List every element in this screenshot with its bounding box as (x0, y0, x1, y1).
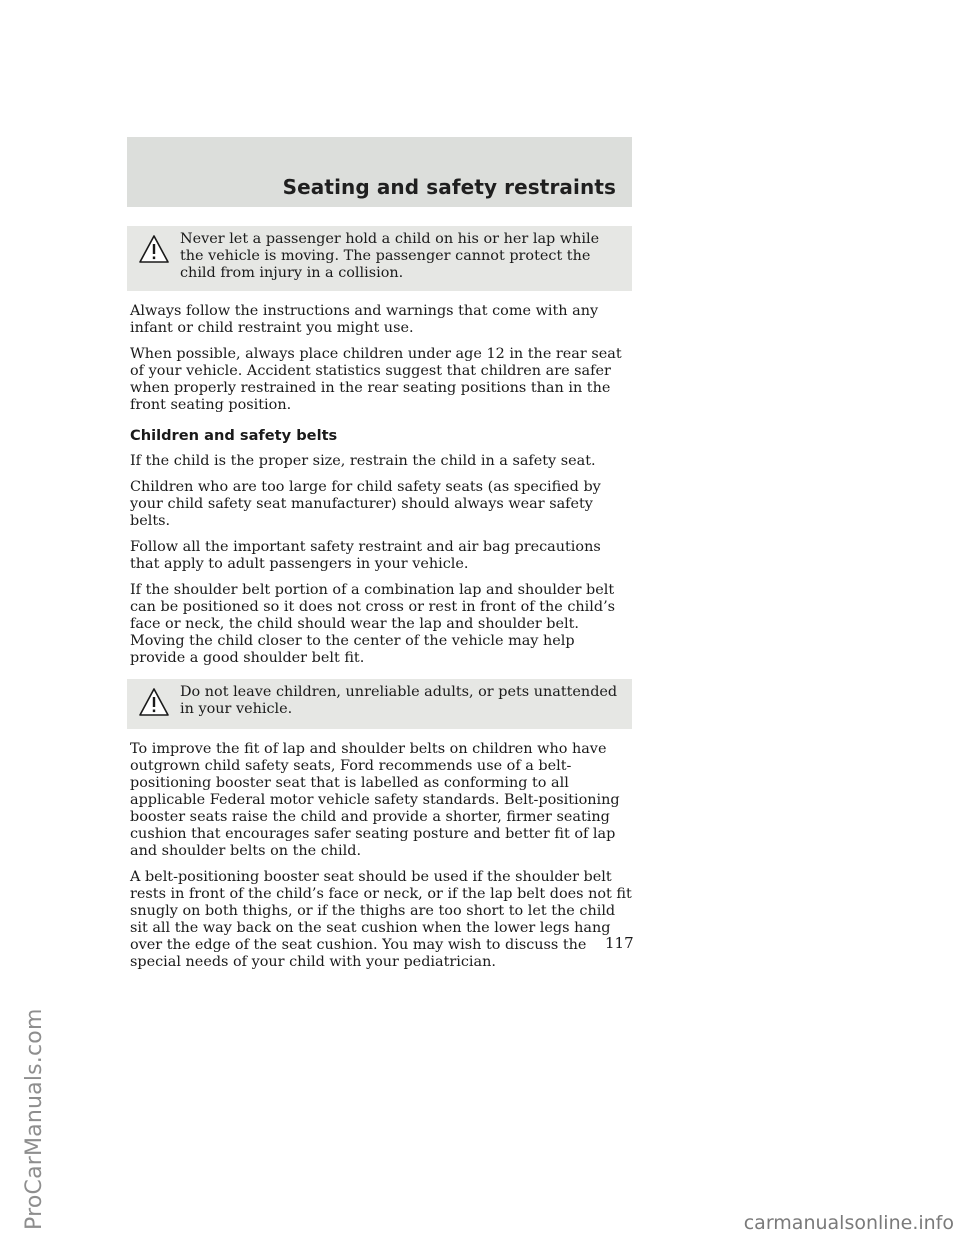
warning-text: Do not leave children, unreliable adults, or pets unattended in your vehicle. (180, 684, 618, 717)
paragraph: When possible, always place children under age 12 in the rear seat of your vehicle. Accident statistics suggest that children are safer when properly restrained in the rear seating positions than in the front seating position. (130, 346, 622, 413)
warning-box-2 (127, 679, 632, 729)
paragraph: Follow all the important safety restraint and air bag precautions that apply to adult passengers in your vehicle. (130, 539, 601, 572)
page-number: 117 (605, 934, 634, 952)
paragraph: A belt-positioning booster seat should be used if the shoulder belt rests in front of the child’s face or neck, or if the lap belt does not fit snugly on both thighs, or if the thighs are too short to let the child sit all the way back on the seat cushion when the lower legs hang over the edge of the seat cushion. You may wish to discuss the special needs of your child with your pediatrician. (130, 869, 632, 970)
warning-triangle-icon (138, 687, 170, 717)
page-content (130, 226, 632, 980)
side-watermark: ProCarManuals.com (22, 1008, 47, 1230)
paragraph: If the shoulder belt portion of a combination lap and shoulder belt can be positioned so it does not cross or rest in front of the child’s face or neck, the child should wear the lap and shoulder belt. Moving the child closer to the center of the vehicle may help provide a good shoulder belt fit. (130, 582, 616, 666)
section-heading: Children and safety belts (130, 427, 338, 444)
paragraph: Always follow the instructions and warnings that come with any infant or child restraint you might use. (130, 303, 599, 336)
warning-text: Never let a passenger hold a child on his or her lap while the vehicle is moving. The passenger cannot protect the child from injury in a collision. (180, 231, 600, 281)
warning-box-1 (127, 226, 632, 291)
section-header-band (127, 137, 632, 207)
page-title: Seating and safety restraints (282, 175, 616, 199)
paragraph: To improve the fit of lap and shoulder belts on children who have outgrown child safety seats, Ford recommends use of a belt-positioning booster seat that is labelled as conforming to all applicable Federal motor vehicle safety standards. Belt-positioning booster seats raise the child and provide a shorter, firmer seating cushion that encourages safer seating posture and better fit of lap and shoulder belts on the child. (130, 741, 620, 859)
footer-watermark-text: carmanualsonline.info (743, 1212, 954, 1234)
paragraph: Children who are too large for child safety seats (as specified by your child safety seat manufacturer) should always wear safety belts. (130, 479, 601, 529)
paragraph: If the child is the proper size, restrain the child in a safety seat. (130, 453, 596, 469)
warning-triangle-icon (138, 234, 170, 264)
footer-watermark (660, 1204, 960, 1240)
